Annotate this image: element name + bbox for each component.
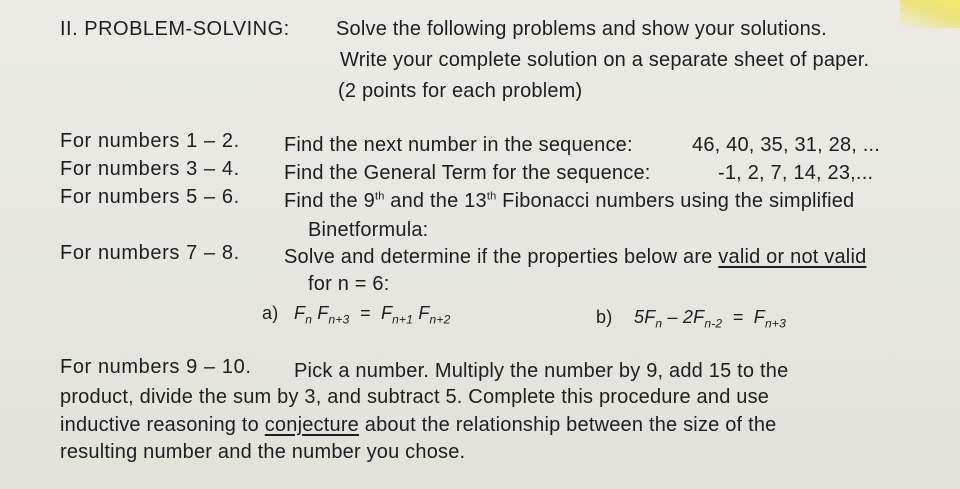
section-title: II. PROBLEM-SOLVING: (60, 18, 290, 40)
formula-b-label: b) (596, 307, 613, 327)
problem-2-text: Find the General Term for the sequence: (284, 162, 651, 184)
problem-3-line-2: Binetformula: (308, 219, 429, 241)
problem-1-text: Find the next number in the sequence: (284, 134, 633, 156)
problem-3-text: Find the 9th and the 13th Fibonacci numbers using the simplified (284, 190, 855, 212)
valid-or-not-valid-underlined: valid or not valid (718, 246, 867, 268)
formula-b: $5F_n - 2F_{n-2} = F_{n+3}$ (634, 307, 786, 331)
problem-5-line-3: inductive reasoning to conjecture about the relationship between the size of the (60, 414, 777, 436)
problem-5-line-4: resulting number and the number you chose. (60, 441, 466, 463)
formula-a: $F_n$ $F_{n+3} = F_{n+1}$ $F_{n+2}$ (294, 303, 451, 327)
problem-4-line-2: for n = 6: (308, 273, 390, 295)
conjecture-underlined: conjecture (264, 414, 360, 436)
problem-1-label: For numbers 1 – 2. (60, 130, 240, 152)
problem-5-line-2: product, divide the sum by 3, and subtract 5. Complete this procedure and use (60, 386, 770, 408)
problem-5-label: For numbers 9 – 10. (60, 356, 252, 378)
problem-2-sequence: -1, 2, 7, 14, 23,... (718, 162, 874, 184)
problem-5-line-1: Pick a number. Multiply the number by 9, add 15 to the (294, 360, 789, 382)
highlighter-mark (900, 0, 960, 28)
formula-a-label: a) (262, 303, 279, 323)
instructions-line-3: (2 points for each problem) (338, 80, 583, 102)
instructions-line-2: Write your complete solution on a separate sheet of paper. (340, 49, 870, 71)
problem-1-sequence: 46, 40, 35, 31, 28, ... (692, 134, 881, 156)
problem-4-label: For numbers 7 – 8. (60, 242, 240, 264)
problem-2-label: For numbers 3 – 4. (60, 158, 240, 180)
problem-3-label: For numbers 5 – 6. (60, 186, 240, 208)
instructions-line-1: Solve the following problems and show your solutions. (336, 18, 827, 40)
problem-4-text: Solve and determine if the properties below are valid or not valid (284, 246, 867, 268)
